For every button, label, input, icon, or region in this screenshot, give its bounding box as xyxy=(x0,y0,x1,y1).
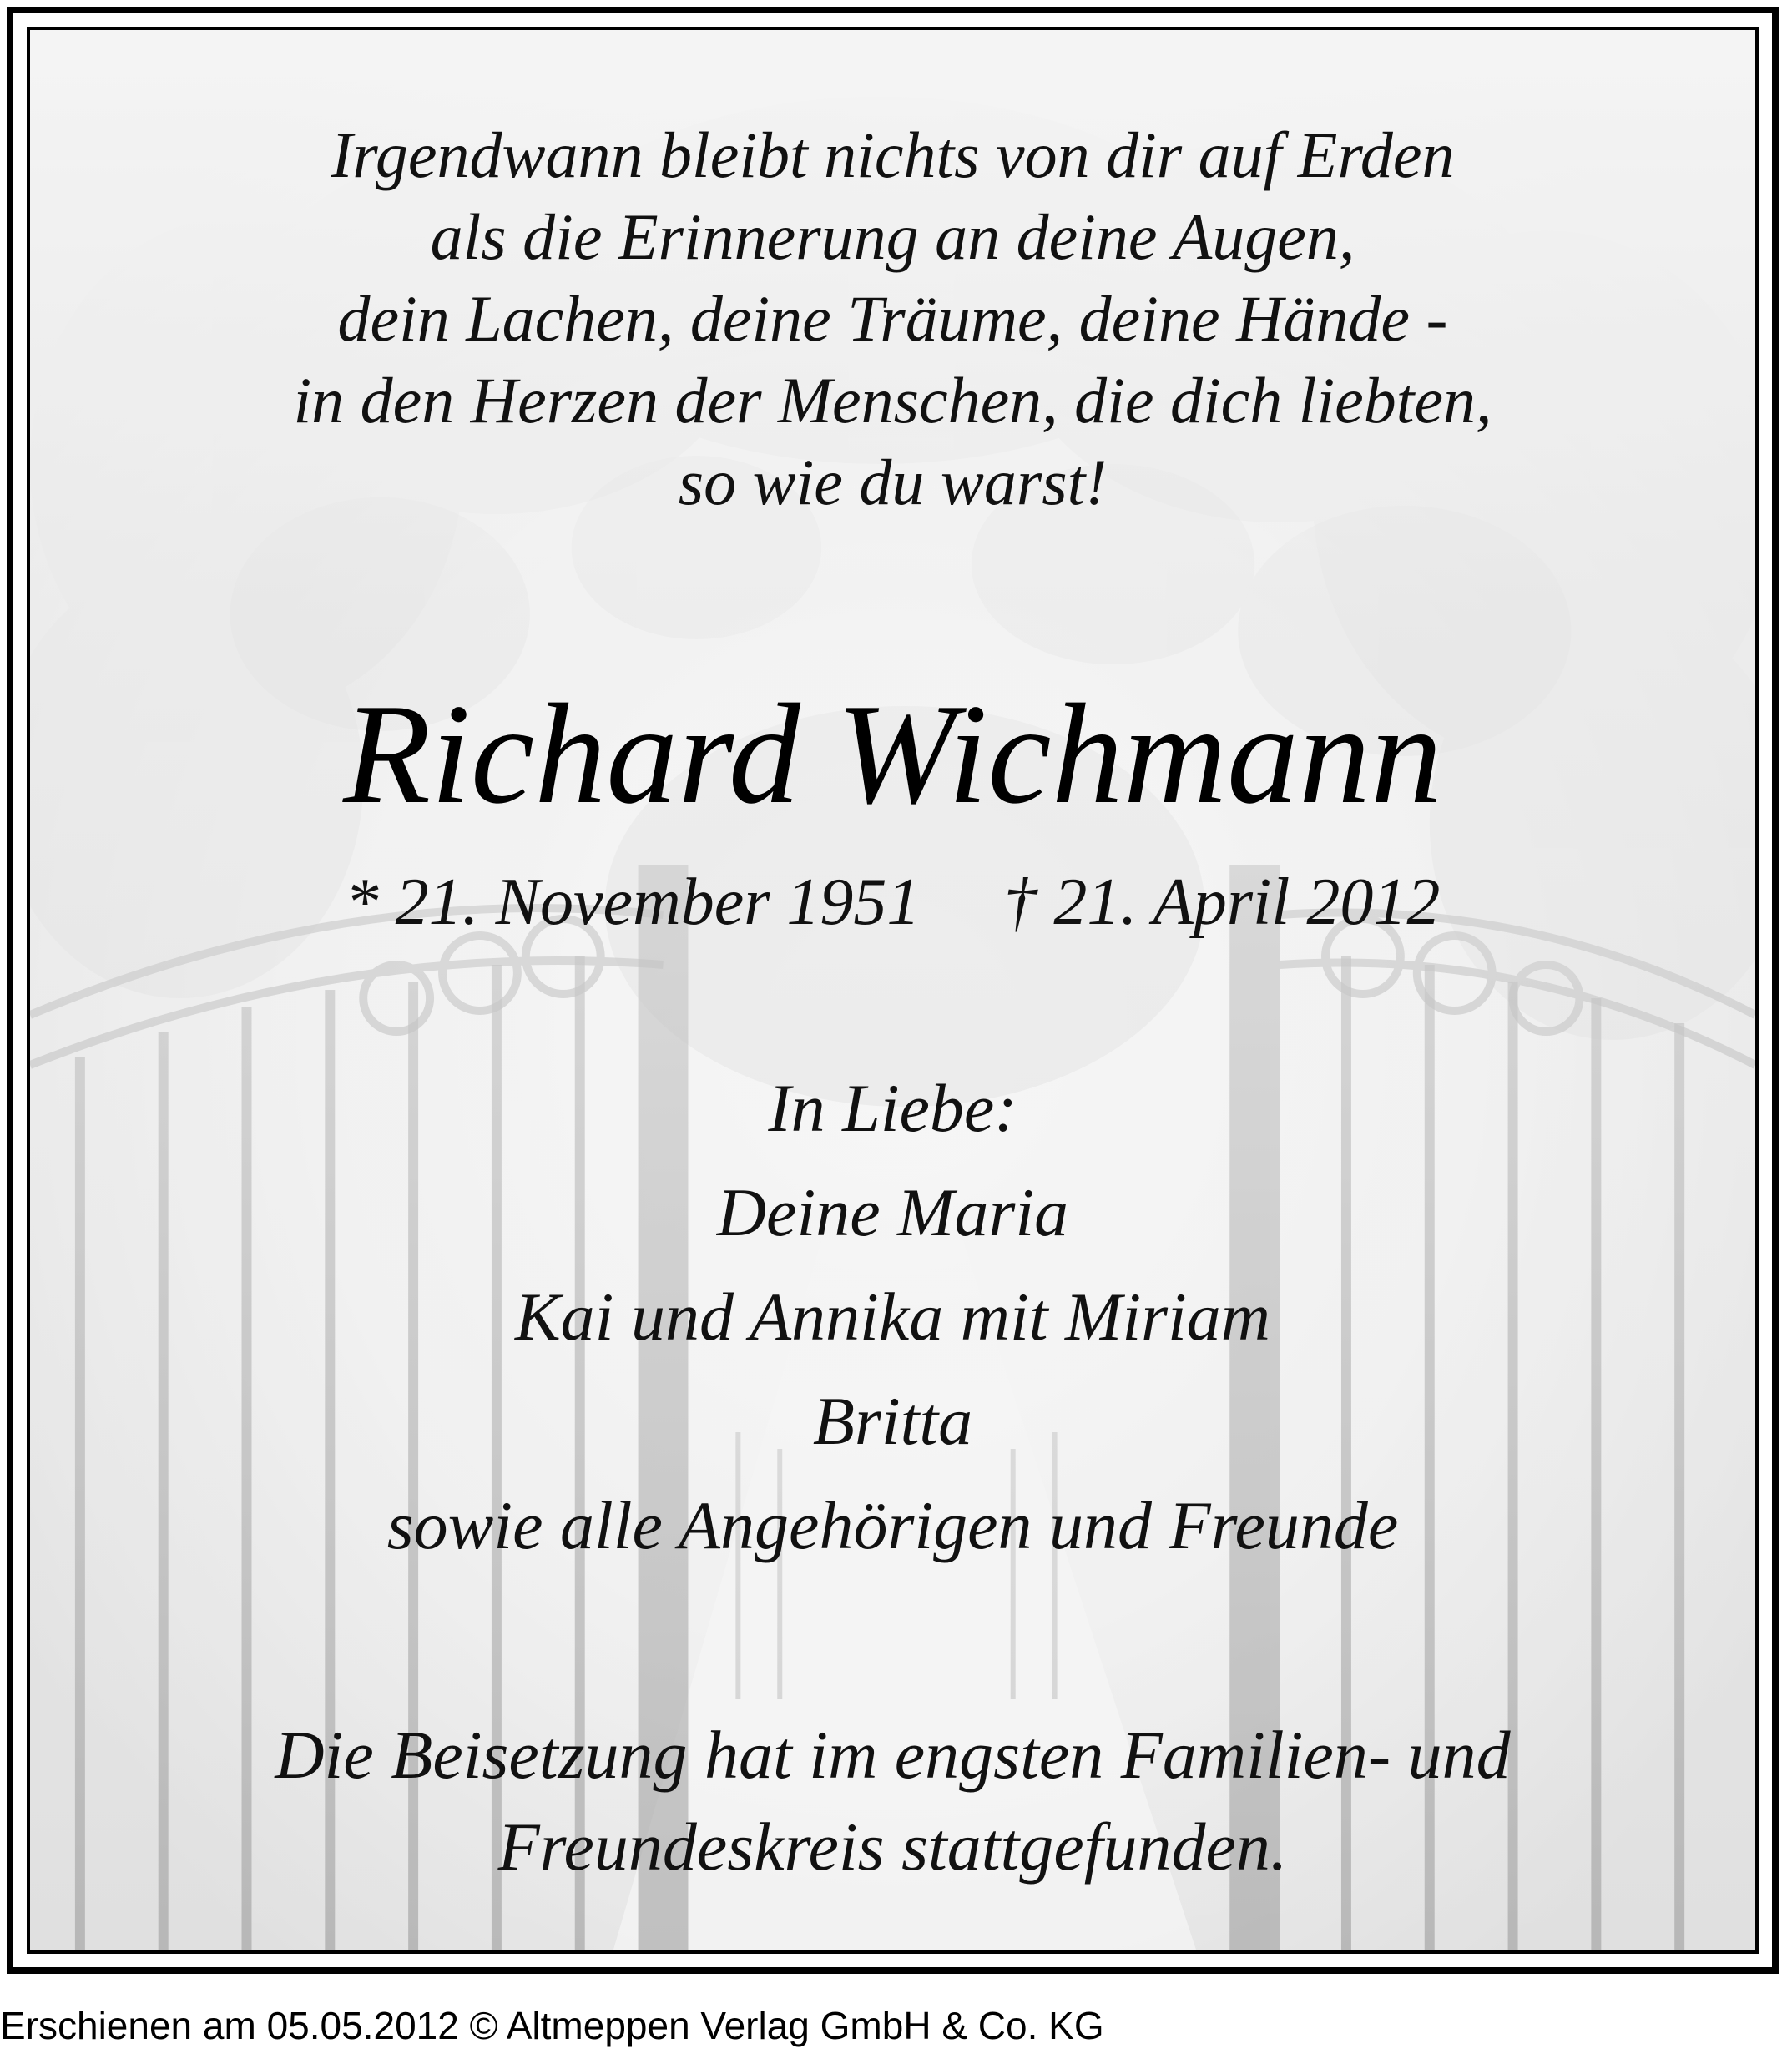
poem-line: so wie du warst! xyxy=(678,446,1108,518)
obituary-panel xyxy=(27,27,1759,1954)
family-line: Kai und Annika mit Miriam xyxy=(514,1279,1271,1355)
burial-notice-line: Die Beisetzung hat im engsten Familien- und xyxy=(275,1717,1511,1793)
life-dates xyxy=(30,865,1755,941)
poem-line: dein Lachen, deine Träume, deine Hände - xyxy=(337,282,1448,355)
death-date: † 21. April 2012 xyxy=(1003,865,1441,939)
birth-date: * 21. November 1951 xyxy=(345,865,921,939)
poem-line: in den Herzen der Menschen, die dich liebten, xyxy=(293,364,1492,437)
publication-credit: Erschienen am 05.05.2012 © Altmeppen Verlag GmbH & Co. KG xyxy=(0,2004,1104,2047)
poem-line: als die Erinnerung an deine Augen, xyxy=(430,200,1355,273)
family-line: In Liebe: xyxy=(768,1070,1017,1146)
family-line: sowie alle Angehörigen und Freunde xyxy=(386,1487,1399,1563)
poem-line: Irgendwann bleibt nichts von dir auf Erden xyxy=(331,119,1455,191)
family-line: Deine Maria xyxy=(716,1174,1069,1250)
deceased-name: Richard Wichmann xyxy=(343,675,1442,834)
family-line: Britta xyxy=(812,1383,973,1459)
burial-notice-line: Freundeskreis stattgefunden. xyxy=(497,1809,1288,1885)
obituary-text xyxy=(30,30,1755,1950)
obituary-border xyxy=(7,7,1779,1974)
